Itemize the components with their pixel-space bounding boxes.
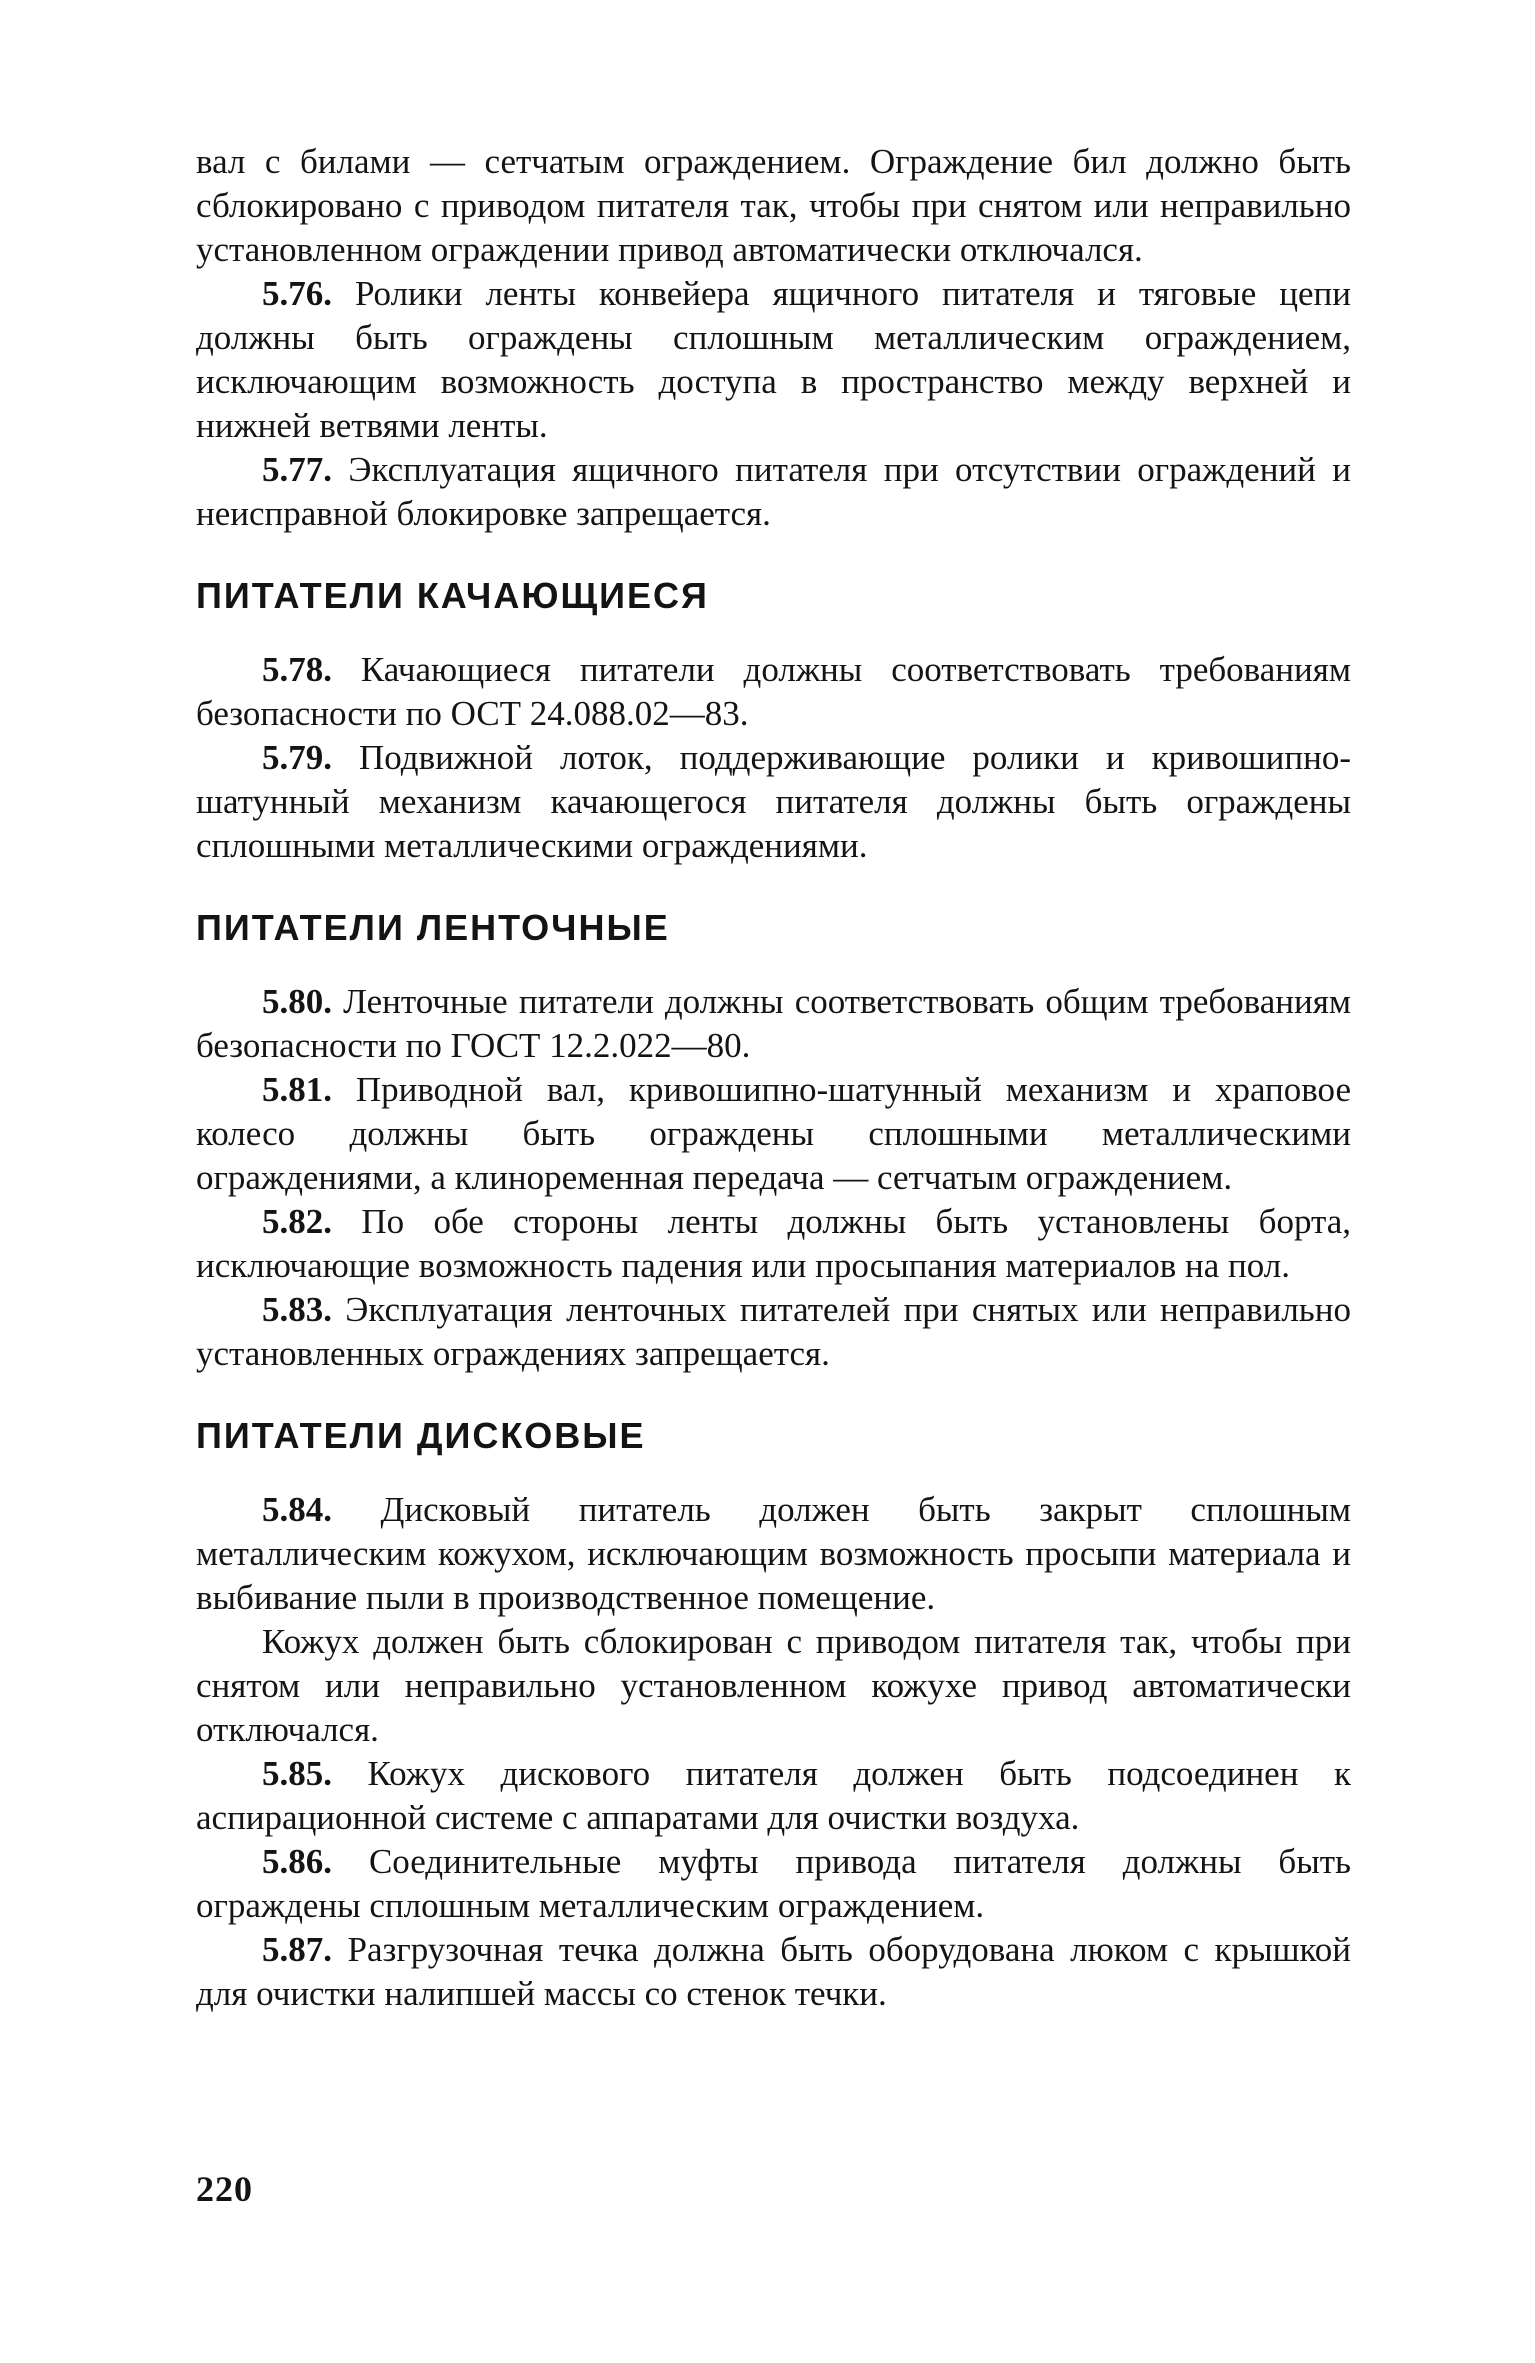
clause-number: 5.79. (262, 738, 332, 777)
section-heading-swinging-feeders: ПИТАТЕЛИ КАЧАЮЩИЕСЯ (196, 575, 709, 616)
clause-text: Подвижной лоток, поддерживающие ролики и кривошипно-шатунный механизм качающегося питателя должны быть ограждены сплошными металлическими ограждениями. (196, 738, 1351, 865)
clause-text: Дисковый питатель должен быть закрыт сплошным металлическим кожухом, исключающим возможность просыпи материала и выбивание пыли в производственное помещение. (196, 1490, 1351, 1617)
section-heading-belt-feeders: ПИТАТЕЛИ ЛЕНТОЧНЫЕ (196, 907, 670, 948)
page-body (196, 140, 1351, 2016)
paragraph-5-85 (196, 1752, 1351, 1840)
clause-text: Ролики ленты конвейера ящичного питателя и тяговые цепи должны быть ограждены сплошным металлическим ограждением, исключающим возможность доступа в пространство между верхней и нижней ветвями ленты. (196, 274, 1351, 445)
paragraph-5-77 (196, 448, 1351, 536)
paragraph-5-82 (196, 1200, 1351, 1288)
paragraph-continuation: вал с билами — сетчатым ограждением. Ограждение бил должно быть сблокировано с приводом питателя так, чтобы при снятом или неправильно установленном ограждении привод автоматически отключался. (196, 142, 1351, 269)
clause-number: 5.82. (262, 1202, 332, 1241)
clause-text: Соединительные муфты привода питателя должны быть ограждены сплошным металлическим ограждением. (196, 1842, 1351, 1925)
paragraph-5-84 (196, 1488, 1351, 1620)
paragraph-5-83 (196, 1288, 1351, 1376)
clause-text: Качающиеся питатели должны соответствовать требованиям безопасности по ОСТ 24.088.02—83. (196, 650, 1351, 733)
clause-number: 5.77. (262, 450, 332, 489)
clause-number: 5.78. (262, 650, 332, 689)
paragraph-5-76 (196, 272, 1351, 448)
clause-text: Эксплуатация ленточных питателей при снятых или неправильно установленных ограждениях запрещается. (196, 1290, 1351, 1373)
section-heading-disc-feeders: ПИТАТЕЛИ ДИСКОВЫЕ (196, 1415, 646, 1456)
clause-number: 5.83. (262, 1290, 332, 1329)
paragraph-5-84-continued: Кожух должен быть сблокирован с приводом питателя так, чтобы при снятом или неправильно установленном кожухе привод автоматически отключался. (196, 1622, 1351, 1749)
clause-text: По обе стороны ленты должны быть установлены борта, исключающие возможность падения или просыпания материалов на пол. (196, 1202, 1351, 1285)
clause-number: 5.87. (262, 1930, 332, 1969)
paragraph-5-86 (196, 1840, 1351, 1928)
paragraph-5-81 (196, 1068, 1351, 1200)
paragraph-5-87 (196, 1928, 1351, 2016)
clause-text: Эксплуатация ящичного питателя при отсутствии ограждений и неисправной блокировке запрещается. (196, 450, 1351, 533)
clause-number: 5.86. (262, 1842, 332, 1881)
clause-number: 5.84. (262, 1490, 332, 1529)
clause-text: Ленточные питатели должны соответствовать общим требованиям безопасности по ГОСТ 12.2.022—80. (196, 982, 1351, 1065)
clause-number: 5.76. (262, 274, 332, 313)
clause-text: Приводной вал, кривошипно-шатунный механизм и храповое колесо должны быть ограждены сплошными металлическими ограждениями, а клиноременная передача — сетчатым ограждением. (196, 1070, 1351, 1197)
paragraph-5-78 (196, 648, 1351, 736)
clause-number: 5.85. (262, 1754, 332, 1793)
clause-text: Кожух дискового питателя должен быть подсоединен к аспирационной системе с аппаратами для очистки воздуха. (196, 1754, 1351, 1837)
paragraph-5-80 (196, 980, 1351, 1068)
page-number: 220 (196, 2169, 253, 2209)
clause-number: 5.80. (262, 982, 332, 1021)
clause-text: Разгрузочная течка должна быть оборудована люком с крышкой для очистки налипшей массы со стенок течки. (196, 1930, 1351, 2013)
paragraph-5-79 (196, 736, 1351, 868)
clause-number: 5.81. (262, 1070, 332, 1109)
